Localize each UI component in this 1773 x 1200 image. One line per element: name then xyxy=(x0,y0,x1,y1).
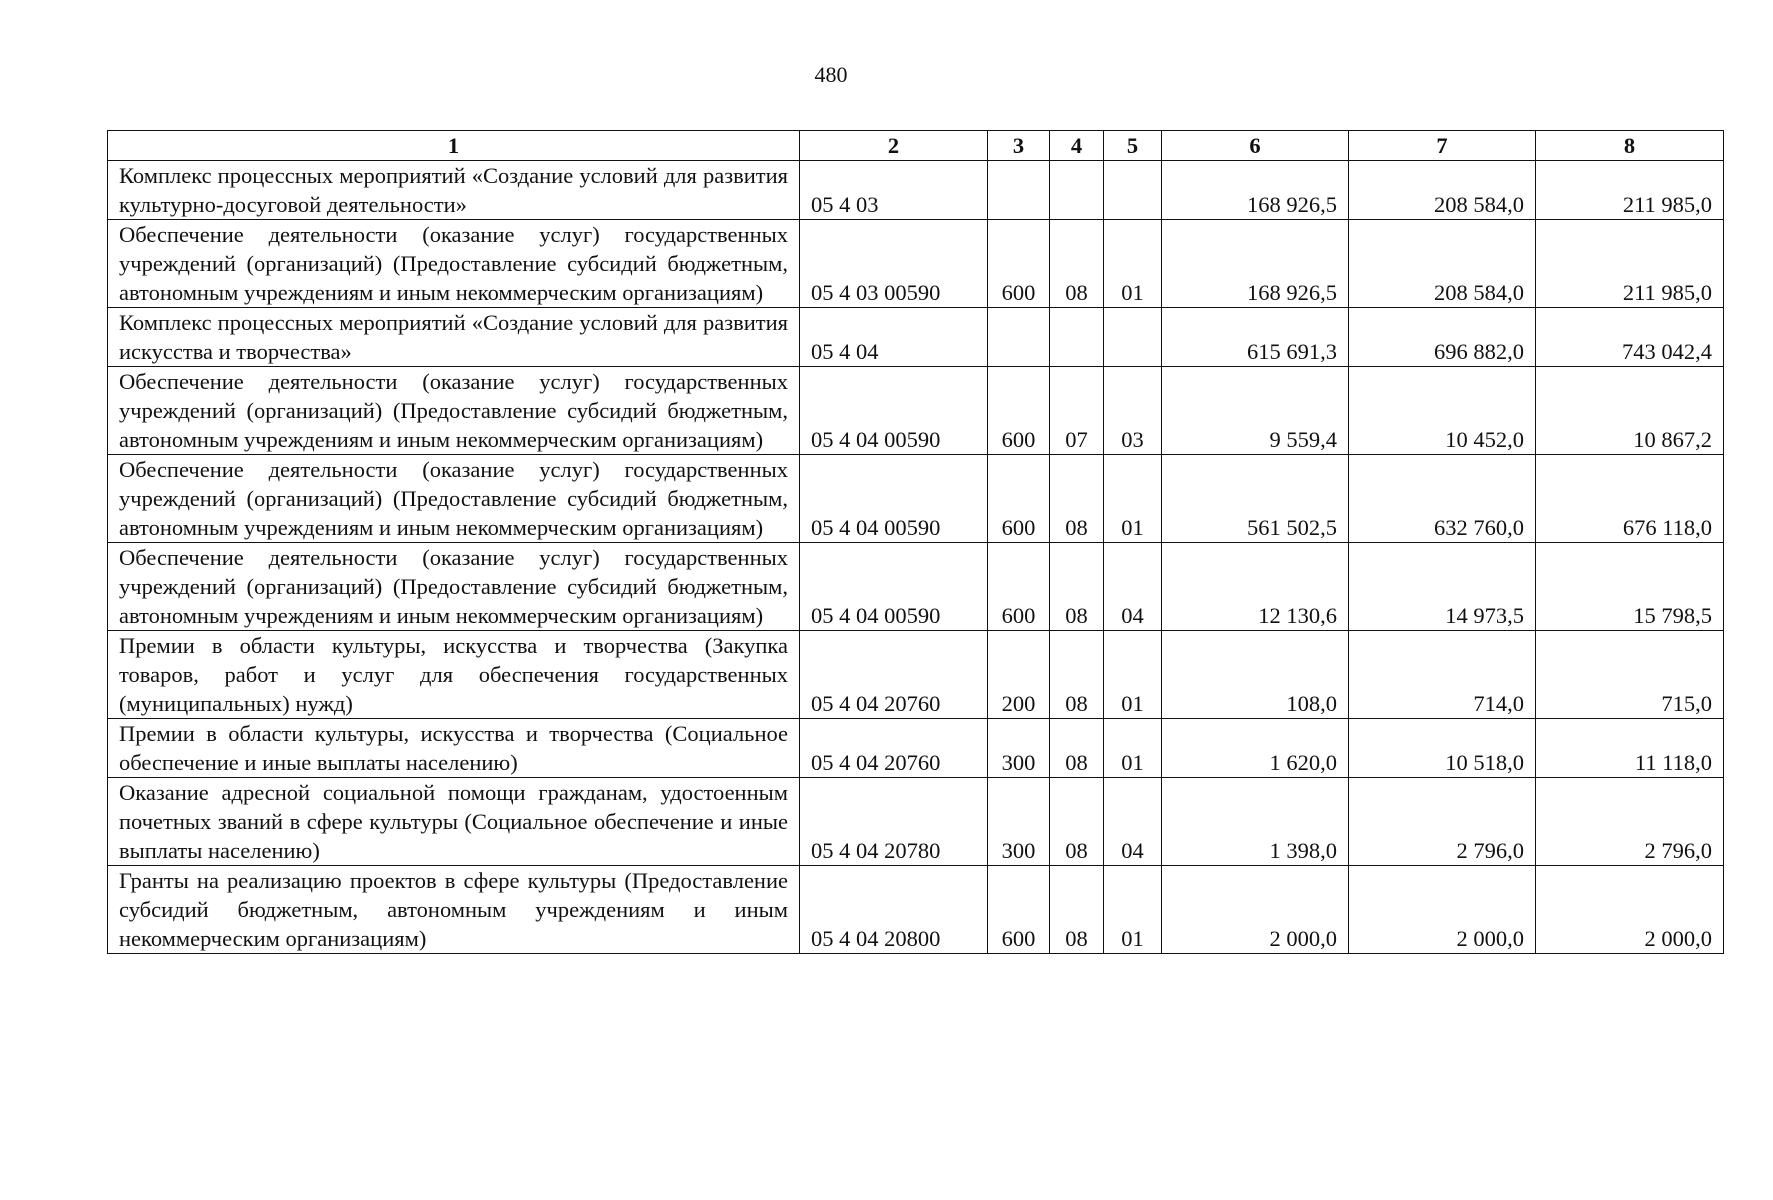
expense-type xyxy=(988,308,1050,367)
amount-col6: 168 926,5 xyxy=(1162,161,1349,220)
amount-col8: 211 985,0 xyxy=(1536,220,1724,308)
column-header: 5 xyxy=(1104,131,1162,161)
target-code: 05 4 04 xyxy=(800,308,988,367)
expense-type: 200 xyxy=(988,631,1050,719)
amount-col8: 10 867,2 xyxy=(1536,367,1724,455)
expense-type: 300 xyxy=(988,719,1050,778)
amount-col8: 676 118,0 xyxy=(1536,455,1724,543)
amount-col8: 2 796,0 xyxy=(1536,778,1724,866)
table-row xyxy=(108,778,1724,866)
amount-col6: 2 000,0 xyxy=(1162,866,1349,954)
target-code: 05 4 04 20780 xyxy=(800,778,988,866)
item-name: Обеспечение деятельности (оказание услуг) государственных учреждений (организаций) (Предоставление субсидий бюджетным, автономным учреждениям и иным некоммерческим организациям) xyxy=(108,543,800,631)
item-name: Обеспечение деятельности (оказание услуг) государственных учреждений (организаций) (Предоставление субсидий бюджетным, автономным учреждениям и иным некоммерческим организациям) xyxy=(108,367,800,455)
amount-col6: 1 398,0 xyxy=(1162,778,1349,866)
item-name: Обеспечение деятельности (оказание услуг) государственных учреждений (организаций) (Предоставление субсидий бюджетным, автономным учреждениям и иным некоммерческим организациям) xyxy=(108,220,800,308)
table-row xyxy=(108,866,1724,954)
amount-col7: 208 584,0 xyxy=(1349,161,1536,220)
section: 08 xyxy=(1050,455,1104,543)
target-code: 05 4 04 20800 xyxy=(800,866,988,954)
item-name: Оказание адресной социальной помощи гражданам, удостоенным почетных званий в сфере культуры (Социальное обеспечение и иные выплаты населению) xyxy=(108,778,800,866)
item-name: Премии в области культуры, искусства и творчества (Социальное обеспечение и иные выплаты населению) xyxy=(108,719,800,778)
amount-col8: 15 798,5 xyxy=(1536,543,1724,631)
target-code: 05 4 04 20760 xyxy=(800,719,988,778)
amount-col7: 14 973,5 xyxy=(1349,543,1536,631)
section: 08 xyxy=(1050,719,1104,778)
amount-col8: 11 118,0 xyxy=(1536,719,1724,778)
amount-col6: 12 130,6 xyxy=(1162,543,1349,631)
subsection: 03 xyxy=(1104,367,1162,455)
column-header: 6 xyxy=(1162,131,1349,161)
section: 08 xyxy=(1050,778,1104,866)
amount-col7: 632 760,0 xyxy=(1349,455,1536,543)
item-name: Комплекс процессных мероприятий «Создание условий для развития искусства и творчества» xyxy=(108,308,800,367)
subsection: 04 xyxy=(1104,543,1162,631)
expense-type: 600 xyxy=(988,367,1050,455)
table-row xyxy=(108,455,1724,543)
expense-type: 600 xyxy=(988,543,1050,631)
subsection xyxy=(1104,161,1162,220)
item-name: Комплекс процессных мероприятий «Создание условий для развития культурно-досуговой деятельности» xyxy=(108,161,800,220)
amount-col8: 211 985,0 xyxy=(1536,161,1724,220)
subsection: 01 xyxy=(1104,719,1162,778)
column-header: 4 xyxy=(1050,131,1104,161)
amount-col7: 696 882,0 xyxy=(1349,308,1536,367)
subsection xyxy=(1104,308,1162,367)
section xyxy=(1050,161,1104,220)
column-header: 3 xyxy=(988,131,1050,161)
column-header: 8 xyxy=(1536,131,1724,161)
expense-type: 300 xyxy=(988,778,1050,866)
column-header: 7 xyxy=(1349,131,1536,161)
expense-type: 600 xyxy=(988,866,1050,954)
expense-type: 600 xyxy=(988,220,1050,308)
amount-col7: 10 518,0 xyxy=(1349,719,1536,778)
table-row xyxy=(108,631,1724,719)
subsection: 01 xyxy=(1104,866,1162,954)
subsection: 01 xyxy=(1104,220,1162,308)
amount-col7: 10 452,0 xyxy=(1349,367,1536,455)
amount-col6: 1 620,0 xyxy=(1162,719,1349,778)
column-header: 1 xyxy=(108,131,800,161)
target-code: 05 4 04 20760 xyxy=(800,631,988,719)
table-row xyxy=(108,367,1724,455)
header-row xyxy=(108,131,1724,161)
item-name: Премии в области культуры, искусства и творчества (Закупка товаров, работ и услуг для обеспечения государственных (муниципальных) нужд) xyxy=(108,631,800,719)
column-header: 2 xyxy=(800,131,988,161)
expense-type xyxy=(988,161,1050,220)
section: 07 xyxy=(1050,367,1104,455)
item-name: Гранты на реализацию проектов в сфере культуры (Предоставление субсидий бюджетным, автономным учреждениям и иным некоммерческим организациям) xyxy=(108,866,800,954)
table-row xyxy=(108,220,1724,308)
amount-col7: 2 796,0 xyxy=(1349,778,1536,866)
target-code: 05 4 03 00590 xyxy=(800,220,988,308)
page-number: 480 xyxy=(814,62,848,87)
amount-col7: 208 584,0 xyxy=(1349,220,1536,308)
amount-col6: 168 926,5 xyxy=(1162,220,1349,308)
amount-col8: 715,0 xyxy=(1536,631,1724,719)
item-name: Обеспечение деятельности (оказание услуг) государственных учреждений (организаций) (Предоставление субсидий бюджетным, автономным учреждениям и иным некоммерческим организациям) xyxy=(108,455,800,543)
table-row xyxy=(108,719,1724,778)
amount-col6: 108,0 xyxy=(1162,631,1349,719)
target-code: 05 4 04 00590 xyxy=(800,543,988,631)
subsection: 01 xyxy=(1104,631,1162,719)
subsection: 01 xyxy=(1104,455,1162,543)
target-code: 05 4 04 00590 xyxy=(800,367,988,455)
section xyxy=(1050,308,1104,367)
amount-col6: 561 502,5 xyxy=(1162,455,1349,543)
target-code: 05 4 03 xyxy=(800,161,988,220)
subsection: 04 xyxy=(1104,778,1162,866)
amount-col8: 2 000,0 xyxy=(1536,866,1724,954)
table-row xyxy=(108,543,1724,631)
section: 08 xyxy=(1050,631,1104,719)
target-code: 05 4 04 00590 xyxy=(800,455,988,543)
section: 08 xyxy=(1050,543,1104,631)
amount-col8: 743 042,4 xyxy=(1536,308,1724,367)
amount-col6: 9 559,4 xyxy=(1162,367,1349,455)
budget-table xyxy=(107,130,1724,954)
section: 08 xyxy=(1050,866,1104,954)
table-row xyxy=(108,161,1724,220)
amount-col7: 2 000,0 xyxy=(1349,866,1536,954)
expense-type: 600 xyxy=(988,455,1050,543)
section: 08 xyxy=(1050,220,1104,308)
amount-col7: 714,0 xyxy=(1349,631,1536,719)
amount-col6: 615 691,3 xyxy=(1162,308,1349,367)
table-row xyxy=(108,308,1724,367)
